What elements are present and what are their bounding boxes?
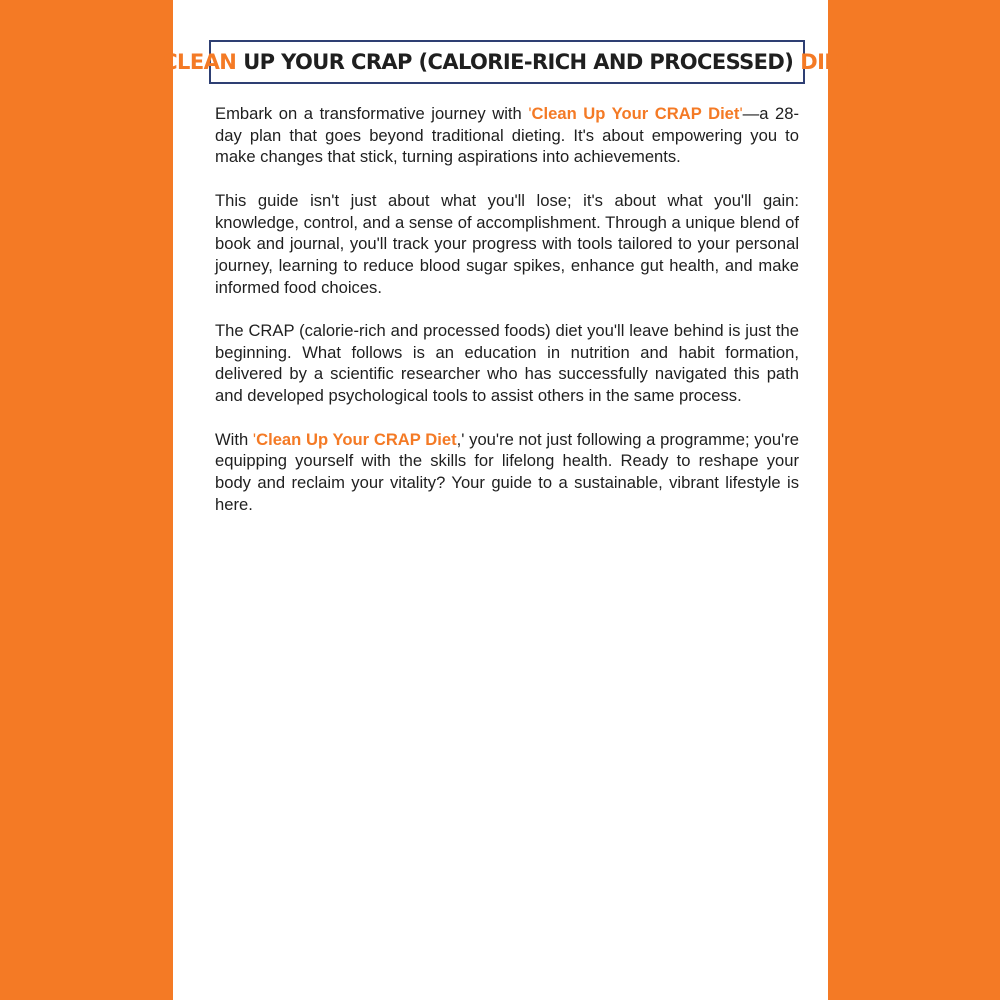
paragraph-crap: The CRAP (calorie-rich and processed foods) diet you'll leave behind is just the beginning. What follows is an education in nutrition and habit formation, delivered by a scientific researcher who has successfully navigated this path and developed psychological tools to assist others in the same process. <box>215 321 799 406</box>
p1-quote-close: ' <box>739 104 743 123</box>
title-banner <box>162 40 852 84</box>
description-body <box>215 103 799 537</box>
title-word-diet: DIET <box>800 50 852 74</box>
p1-book-title: Clean Up Your CRAP Diet <box>531 104 740 123</box>
paragraph-guide: This guide isn't just about what you'll lose; it's about what you'll gain: knowledge, control, and a sense of accomplishment. Through a unique blend of book and journal, you'll track your progress with tools tailored to your personal journey, learning to reduce blood sugar spikes, enhance gut health, and make informed food choices. <box>215 190 799 297</box>
p4-quote-open: ' <box>252 429 257 449</box>
paragraph-closing <box>215 429 799 516</box>
title-word-clean: CLEAN <box>162 50 237 74</box>
p4-before: With <box>215 429 253 449</box>
p1-quote-open: ' <box>528 104 532 123</box>
book-page <box>162 0 852 1000</box>
paragraph-intro <box>215 103 799 168</box>
title-middle: UP YOUR CRAP (CALORIE-RICH AND PROCESSED) <box>243 50 794 74</box>
p1-after: —a 28-day plan that goes beyond traditional dieting. It's about empowering you to make changes that stick, turning aspirations into achievements. <box>215 104 799 167</box>
p1-before: Embark on a transformative journey with <box>215 104 529 123</box>
p4-after: ,' you're not just following a programme; you're equipping yourself with the skills for lifelong health. Ready to reshape your body and reclaim your vitality? Your guide to a sustainable, vibrant lifestyle is here. <box>215 429 799 514</box>
p4-book-title: Clean Up Your CRAP Diet <box>256 429 457 449</box>
